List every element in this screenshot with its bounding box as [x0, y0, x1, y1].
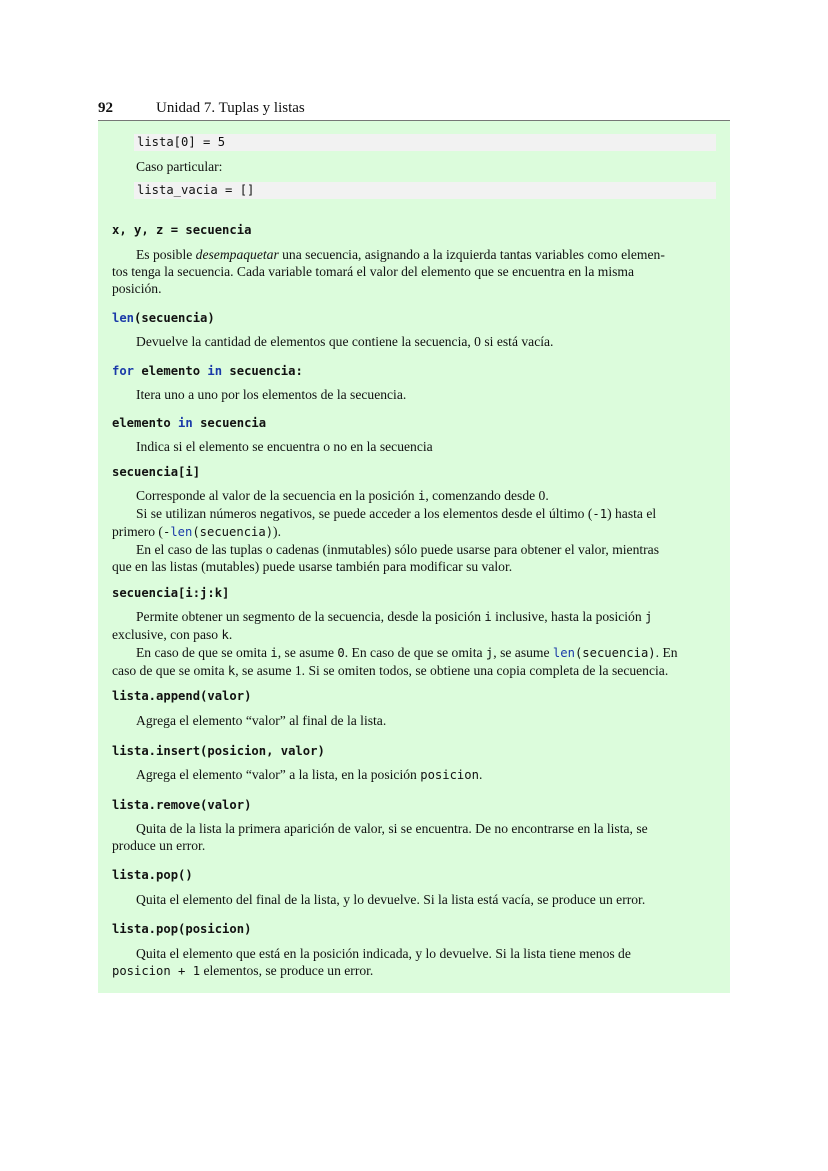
code-line-lista-vacia: lista_vacia = []	[134, 182, 716, 199]
caso-particular-label: Caso particular:	[136, 159, 223, 174]
term-index: secuencia[i]	[112, 465, 201, 479]
desc-pop-posicion: Quita el elemento que está en la posición indicada, y lo devuelve. Si la lista tiene menos de posicion + 1 elementos, se produce un error.	[112, 946, 631, 978]
desc-append: Agrega el elemento “valor” al final de la lista.	[136, 713, 387, 728]
desc-unpack: Es posible desempaquetar una secuencia, asignando a la izquierda tantas variables como elemen- tos tenga la secuencia. Cada variable tomará el valor del elemento que se encuentra en la misma posición.	[112, 247, 665, 296]
term-pop: lista.pop()	[112, 868, 193, 882]
term-unpack: x, y, z = secuencia	[112, 223, 252, 237]
code-line-lista0: lista[0] = 5	[134, 134, 716, 151]
page-number: 92	[98, 100, 113, 116]
term-remove: lista.remove(valor)	[112, 798, 252, 812]
desc-len: Devuelve la cantidad de elementos que contiene la secuencia, 0 si está vacía.	[136, 334, 554, 349]
desc-pop: Quita el elemento del final de la lista, y lo devuelve. Si la lista está vacía, se produce un error.	[136, 892, 646, 907]
chapter-title: Unidad 7. Tuplas y listas	[156, 100, 305, 116]
desc-in: Indica si el elemento se encuentra o no en la secuencia	[136, 439, 433, 454]
desc-remove: Quita de la lista la primera aparición de valor, si se encuentra. De no encontrarse en la lista, se produce un error.	[112, 821, 648, 853]
term-len: len(secuencia)	[112, 311, 215, 325]
page-header	[98, 100, 730, 121]
desc-index: Corresponde al valor de la secuencia en la posición i, comenzando desde 0. Si se utilizan números negativos, se puede acceder a los elementos desde el último (-1) hasta el primero (-len(secuencia)). En el caso de las tuplas o cadenas (inmutables) sólo puede usarse para obtener el valor, mientras que en las listas (mutables) puede usarse también para modificar su valor.	[112, 488, 660, 574]
term-insert: lista.insert(posicion, valor)	[112, 744, 325, 758]
term-pop-posicion: lista.pop(posicion)	[112, 922, 252, 936]
desc-for: Itera uno a uno por los elementos de la secuencia.	[136, 387, 407, 402]
term-append: lista.append(valor)	[112, 689, 252, 703]
term-slice: secuencia[i:j:k]	[112, 586, 230, 600]
desc-slice: Permite obtener un segmento de la secuencia, desde la posición i inclusive, hasta la posición j exclusive, con paso k. En caso de que se omita i, se asume 0. En caso de que se omita j, se asume len(secuencia). En caso de que se omita k, se asume 1. Si se omiten todos, se obtiene una copia completa de la secuencia.	[112, 609, 678, 678]
term-in: elemento in secuencia	[112, 416, 267, 430]
desc-insert: Agrega el elemento “valor” a la lista, en la posición posicion.	[136, 767, 483, 782]
term-for: for elemento in secuencia:	[112, 364, 303, 378]
